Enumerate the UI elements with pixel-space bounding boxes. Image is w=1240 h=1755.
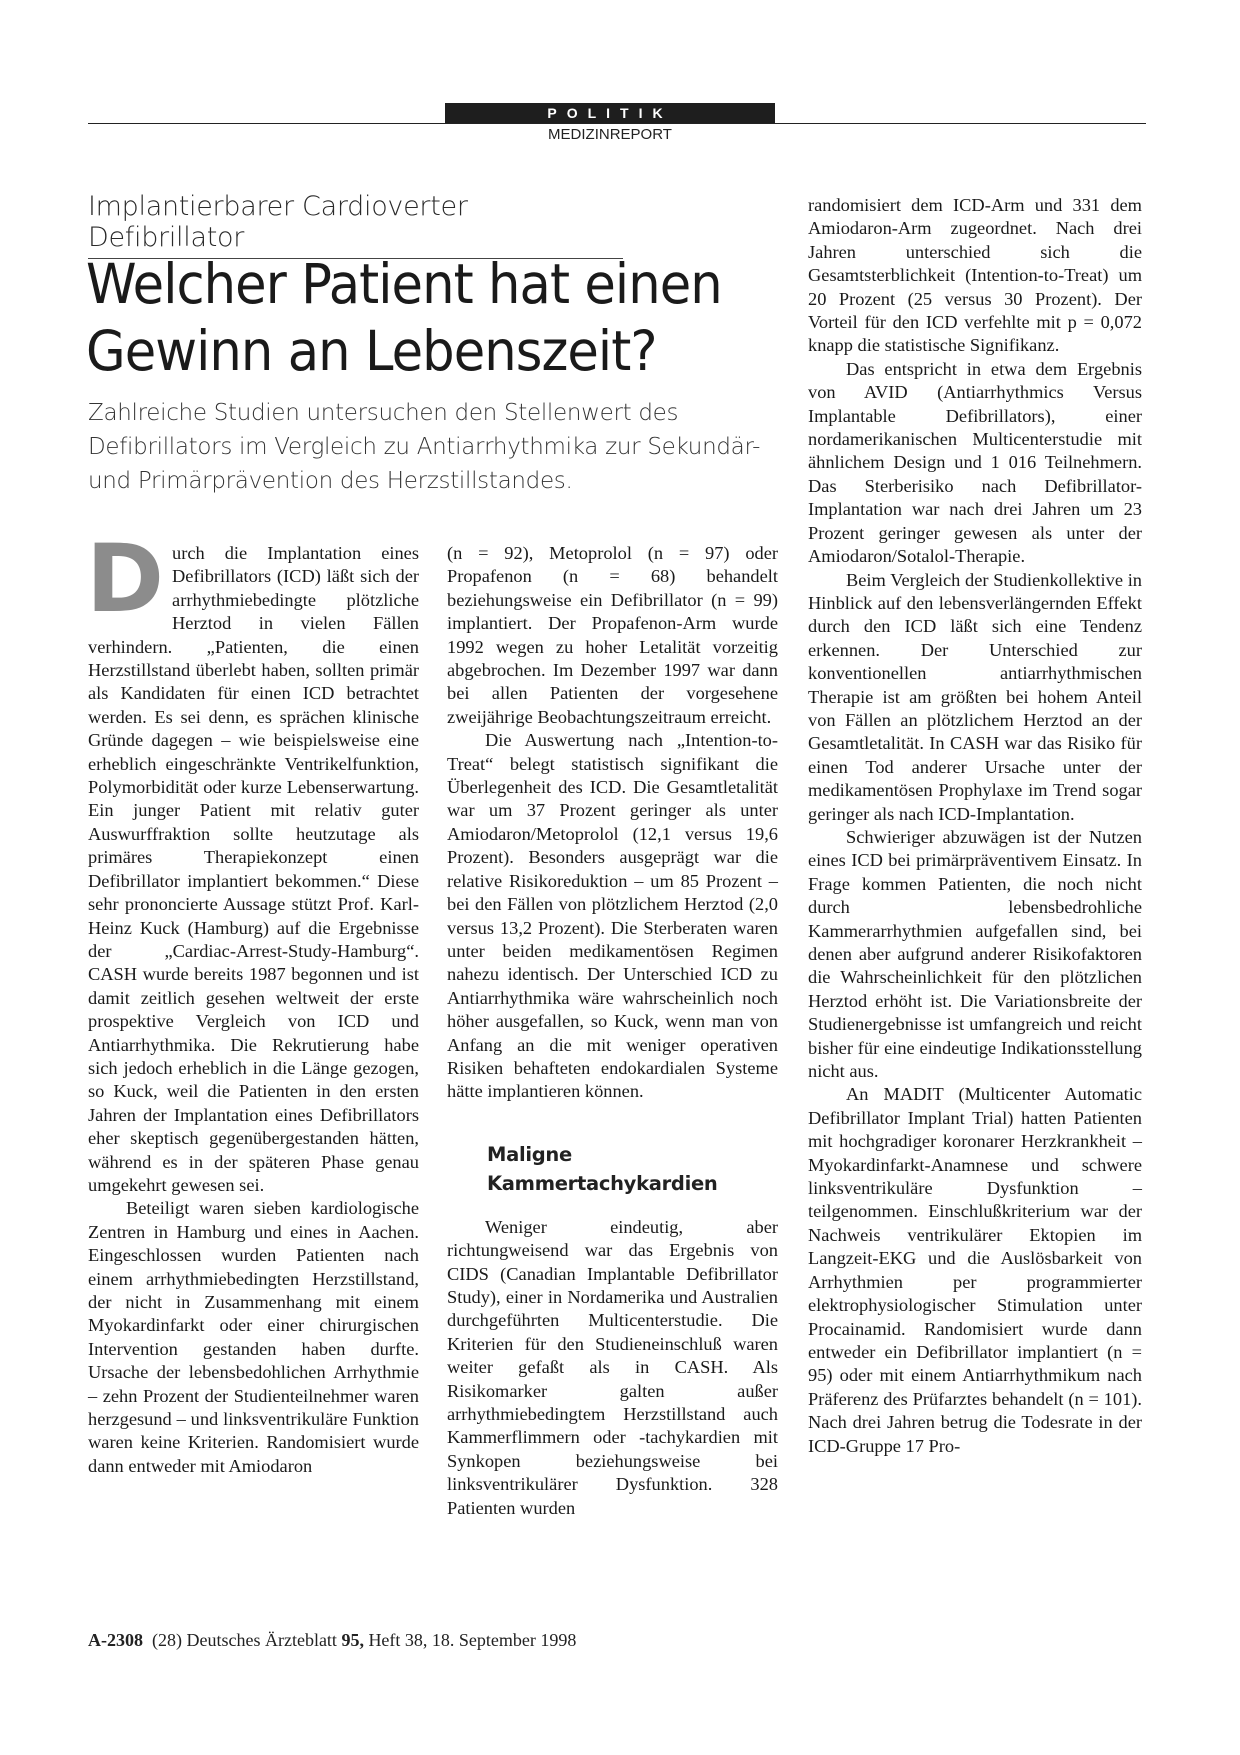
subheading-line: Maligne [487,1142,572,1166]
drop-cap: D [86,525,165,634]
article-deck: Zahlreiche Studien untersuchen den Stellenwert des Defibrillators im Vergleich zu Antiarrhythmika zur Sekundär- und Primärprävention des Herzstillstandes. [88,400,761,494]
paragraph: Die Auswertung nach „Intention-to-Treat“ belegt statistisch signifikant die Überlegenheit des ICD. Die Gesamtletalität war um 37 Prozent geringer als unter Amiodaron/Metoprolol (12,1 versus 19,6 Prozent). Besonders ausgeprägt war die relative Risikoreduktion – um 85 Prozent – bei den Fällen von plötzlichem Herztod (2,0 versus 13,2 Prozent). Die Sterberaten waren unter beiden medikamentösen Regimen nahezu identisch. Der Unterschied ICD zu Antiarrhythmika wäre wahrscheinlich noch höher ausgefallen, so Kuck, wenn man von Anfang an die mit weniger operativen Risiken behafteten endokardialen Systeme hätte implantieren können. [447,730,778,1102]
paragraph: Das entspricht in etwa dem Ergebnis von AVID (Antiarrhythmics Versus Implantable Defibrillators), einer nordamerikanischen Multicenterstudie mit ähnlichem Design und 1 016 Teilnehmern. Das Sterberisiko nach Defibrillator-Implantation war nach drei Jahren um 23 Prozent geringer gewesen als unter der Amiodaron/Sotalol-Therapie. [808,358,1142,567]
text-column-1 [86,525,419,1478]
paragraph: randomisiert dem ICD-Arm und 331 dem Amiodaron-Arm zugeordnet. Nach drei Jahren unterschied sich die Gesamtsterblichkeit (Intention-to-Treat) um 20 Prozent (25 versus 30 Prozent). Der Vorteil für den ICD verfehlte mit p = 0,072 knapp die statistische Signifikanz. [808,195,1142,356]
paragraph: Weniger eindeutig, aber richtungweisend war das Ergebnis von CIDS (Canadian Implantable Defibrillator Study), einer in Nordamerika und Australien durchgeführten Multicenterstudie. Die Kriterien für den Studieneinschluß waren weiter gefaßt als in CASH. Als Risikomarker galten außer arrhythmiebedingtem Herzstillstand auch Kammerflimmern oder -tachykardien mit Synkopen beziehungsweise bei linksventrikulärer Dysfunktion. 328 Patienten wurden [447,1216,778,1518]
paragraph: (n = 92), Metoprolol (n = 97) oder Propafenon (n = 68) behandelt beziehungsweise ein Defibrillator (n = 99) implantiert. Der Propafenon-Arm wurde 1992 wegen zu hoher Letalität vorzeitig abgebrochen. Im Dezember 1997 war dann bei allen Patienten der vorgesehene zweijährige Beobachtungszeitraum erreicht. [447,543,778,727]
page-code: A-2308 [88,1630,143,1650]
paragraph: Beteiligt waren sieben kardiologische Zentren in Hamburg und eines in Aachen. Eingeschlossen wurden Patienten nach einem arrhythmiebedingten Herzstillstand, der nicht in Zusammenhang mit einem Myokardinfarkt oder einer chirurgischen Intervention gestanden haben durfte. Ursache der lebensbedohlichen Arrhythmie – zehn Prozent der Studienteilnehmer waren herzgesund – und linksventrikuläre Funktion waren keine Kriterien. Randomisiert wurde dann entweder mit Amiodaron [88,1198,419,1476]
subsection-label: MEDIZINREPORT [548,126,672,143]
header-rule [88,123,1146,124]
volume-number: 95, [341,1630,364,1650]
subheading-line: Kammertachykardien [487,1171,718,1195]
paragraph-text: urch die Implantation eines Defibrillators (ICD) läßt sich der arrhythmiebedingte plötzliche Herztod in vielen Fällen verhindern. „Patienten, die einen Herzstillstand überlebt haben, sollten primär als Kandidaten für einen ICD betrachtet werden. Es sei denn, es sprächen klinische Gründe dagegen – wie beispielsweise eine erheblich eingeschränkte Ventrikelfunktion, Polymorbidität oder kurze Lebenserwartung. Ein junger Patient mit relativ guter Auswurffraktion sollte heutzutage als primäres Therapiekonzept einen Defibrillator implantiert bekommen.“ Diese sehr prononcierte Aussage stützt Prof. Karl-Heinz Kuck (Hamburg) auf die Ergebnisse der „Cardiac-Arrest-Study-Hamburg“. CASH wurde bereits 1987 begonnen und ist damit zeitlich gesehen weltweit der erste prospektive Vergleich von ICD und Antiarrhythmika. Die Rekrutierung habe sich jedoch erheblich in die Länge gezogen, so Kuck, weil die Patienten in den ersten Jahren der Implantation eines Defibrillators eher skeptisch gegenübergestanden hätten, während es in der späteren Phase genau umgekehrt gewesen sei. [88,543,419,1195]
paragraph: Beim Vergleich der Studienkollektive in Hinblick auf den lebensverlängernden Effekt durch den ICD läßt sich eine Tendenz erkennen. Der Unterschied zur konventionellen antiarrhythmischen Therapie ist am größten bei hohem Anteil von Fällen an plötzlichem Herztod an der Gesamtletalität. In CASH war das Risiko für einen Tod anderer Ursache unter der medikamentösen Prophylaxe im Trend sogar geringer als nach ICD-Implantation. [808,569,1142,824]
subheading [487,1140,778,1198]
paragraph: An MADIT (Multicenter Automatic Defibrillator Implant Trial) hatten Patienten mit hochgradiger koronarer Herzkrankheit – Myokardinfarkt-Anamnese und schwere linksventrikuläre Dysfunktion – teilgenommen. Einschlußkriterium war der Nachweis ventrikulärer Ektopien im Langzeit-EKG und die Auslösbarkeit von Arrhythmien per programmierter elektrophysiologischer Stimulation unter Procainamid. Randomisiert wurde dann entweder ein Defibrillator implantiert (n = 95) oder mit einem Antiarrhythmikum nach Präferenz des Prüfarztes behandelt (n = 101). Nach drei Jahren betrug die Todesrate in der ICD-Gruppe 17 Pro- [808,1084,1142,1456]
article-headline: Welcher Patient hat einen Gewinn an Lebenszeit? [86,252,722,383]
article-kicker: Implantierbarer Cardioverter Defibrillator [88,191,623,259]
issue-date: Heft 38, 18. September 1998 [368,1630,577,1650]
text-column-2 [447,542,778,1520]
page-footer [88,1630,576,1651]
text-column-3 [808,194,1142,1458]
section-label: POLITIK [445,103,775,123]
issue-reference: (28) Deutsches Ärzteblatt [152,1630,337,1650]
paragraph [86,525,419,1197]
paragraph: Schwieriger abzuwägen ist der Nutzen eines ICD bei primärpräventivem Einsatz. In Frage kommen Patienten, die noch nicht durch lebensbedrohliche Kammerarrhythmien aufgefallen sind, bei denen aber aufgrund anderer Risikofaktoren die Wahrscheinlichkeit für den plötzlichen Herztod erhöht ist. Die Variationsbreite der Studienergebnisse ist umfangreich und reicht bisher für eine eindeutige Indikationsstellung nicht aus. [808,826,1142,1082]
